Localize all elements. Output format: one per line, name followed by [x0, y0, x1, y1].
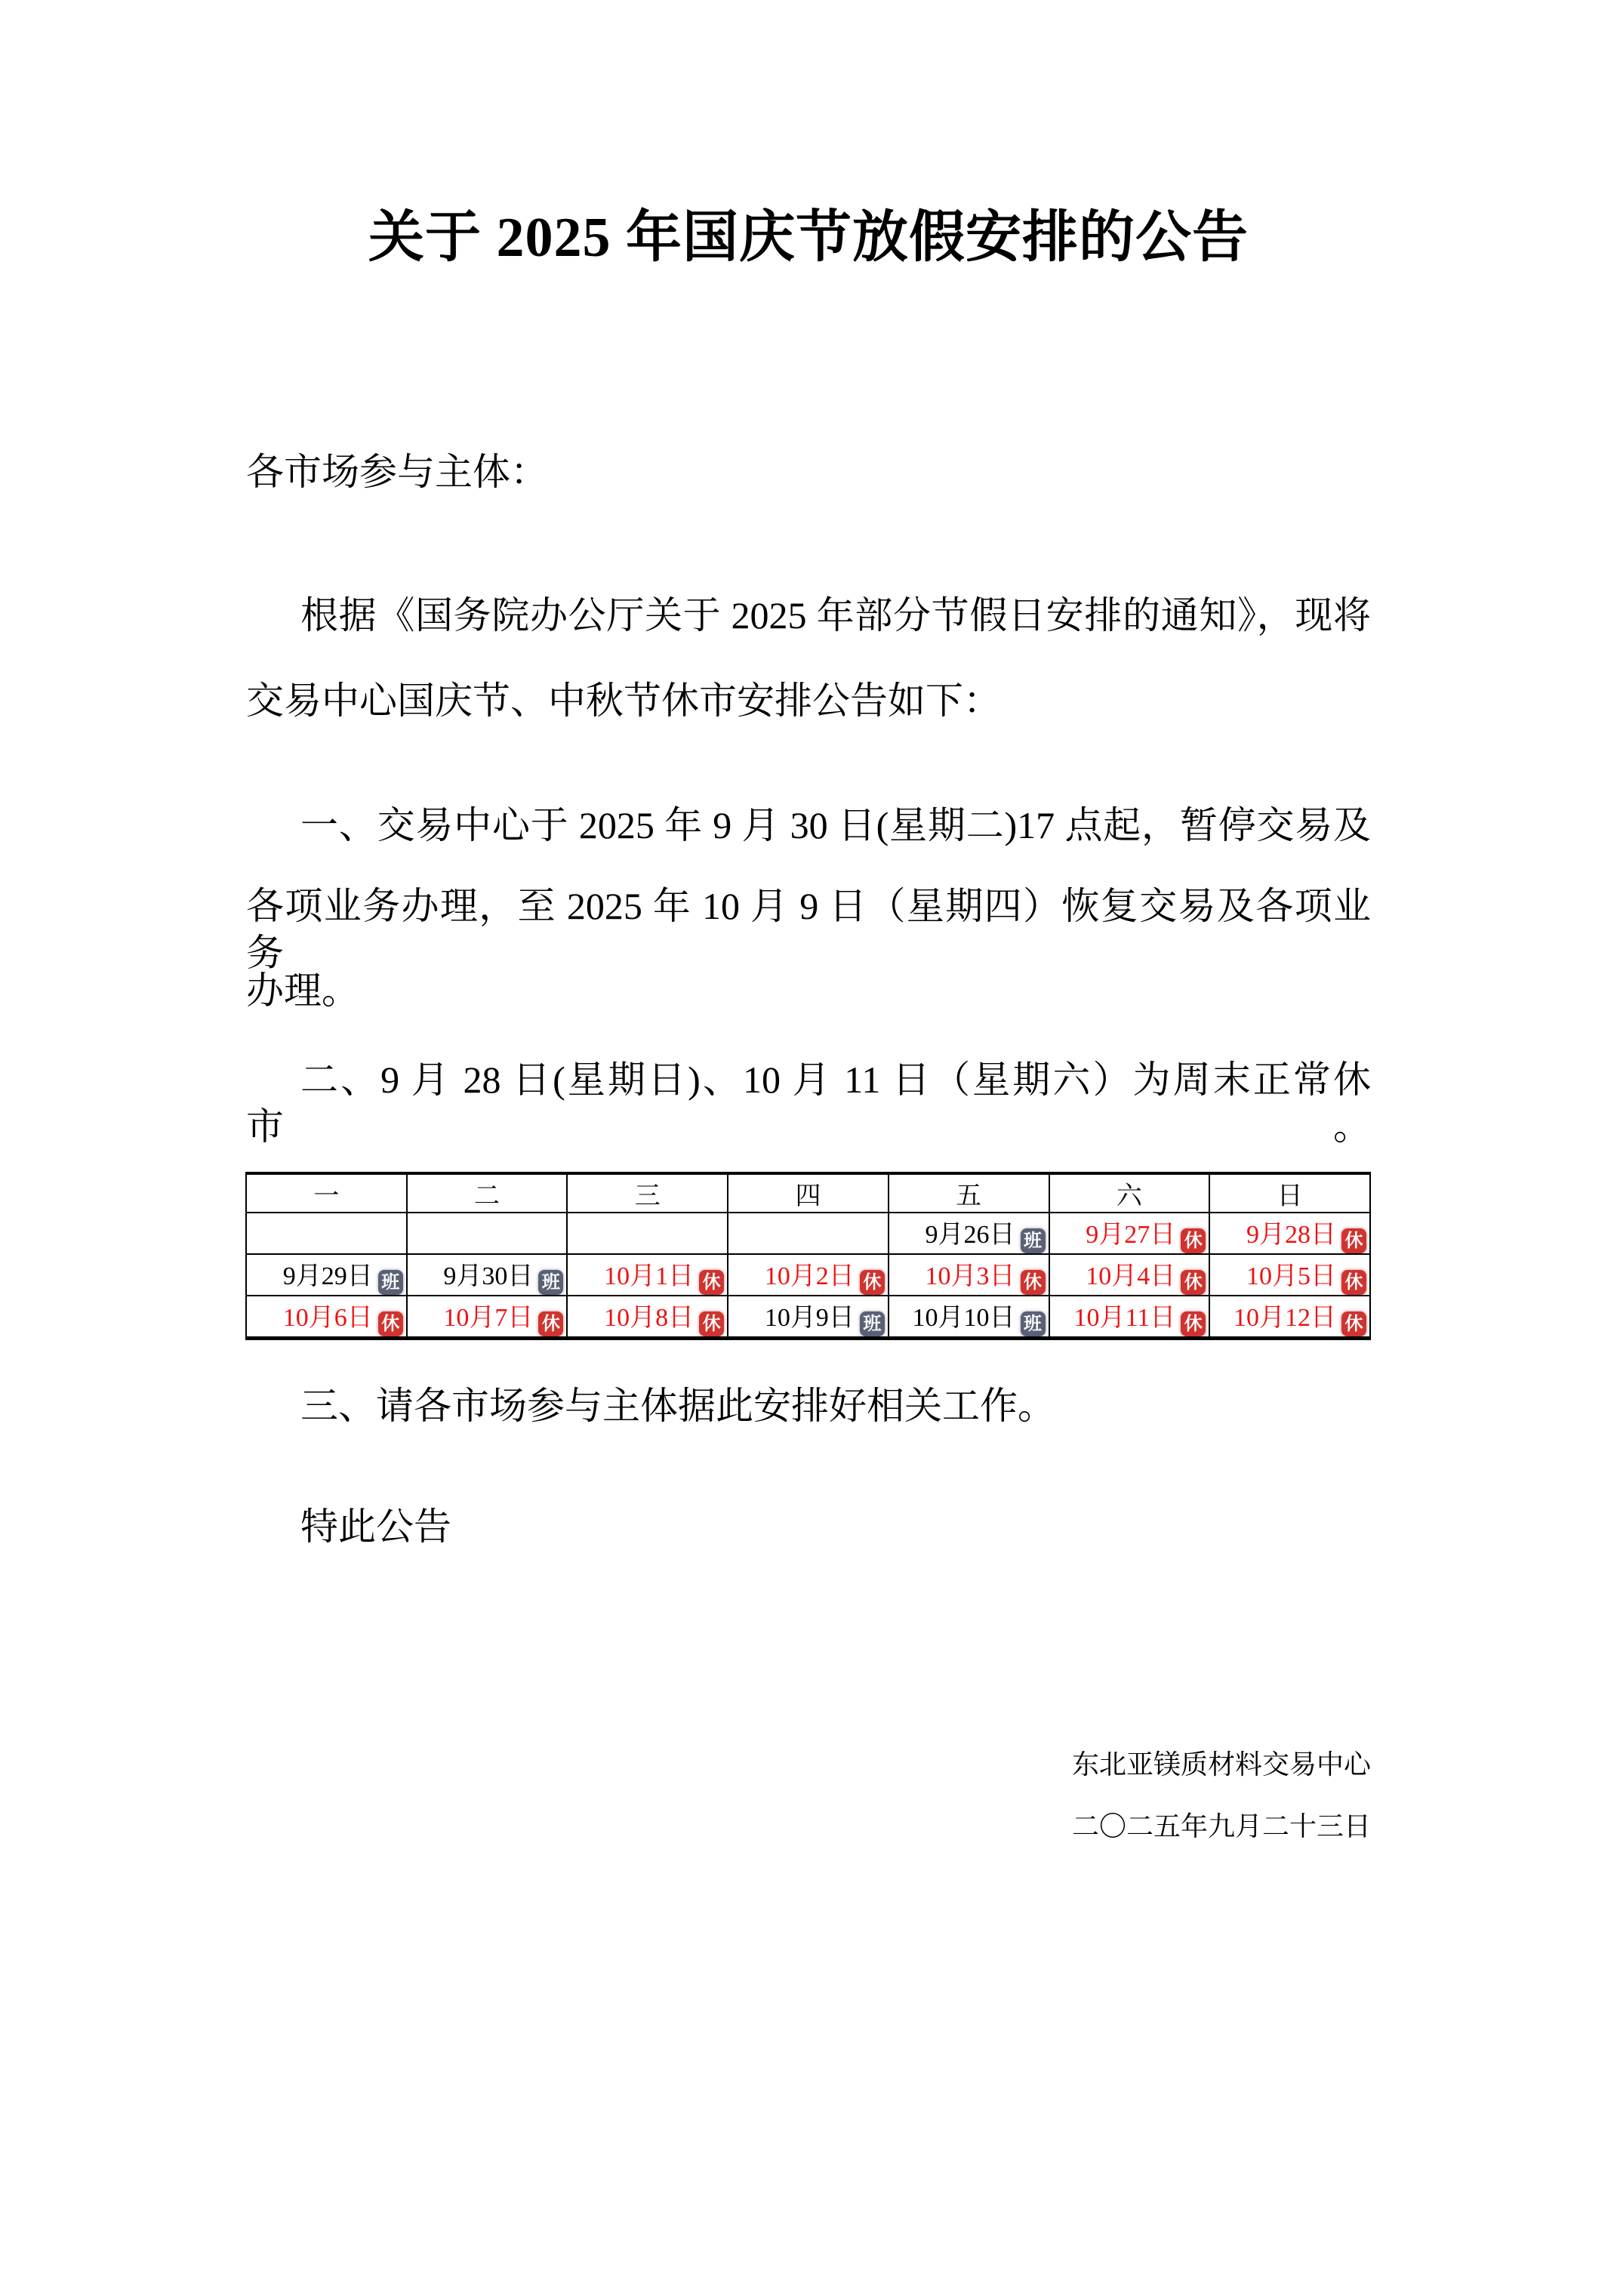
day-status-badge: 休: [860, 1270, 885, 1295]
calendar-header-sat: 六: [1049, 1173, 1210, 1213]
calendar-week-row: [246, 1254, 1370, 1296]
day-status-badge: 休: [1181, 1311, 1206, 1336]
calendar-date: 10月4日: [1086, 1262, 1176, 1290]
calendar-date: 10月6日: [282, 1304, 373, 1332]
calendar-header-row: [246, 1173, 1370, 1213]
calendar-day-cell: [407, 1296, 568, 1339]
signature-organization: 东北亚镁质材料交易中心: [1071, 1749, 1371, 1780]
calendar-date: 9月30日: [443, 1262, 534, 1290]
calendar-day-cell: [1209, 1213, 1370, 1254]
calendar-date: 10月3日: [925, 1262, 1015, 1290]
calendar-date: 10月9日: [764, 1304, 855, 1332]
calendar-date: 10月5日: [1246, 1262, 1336, 1290]
day-status-badge: 休: [1021, 1270, 1046, 1295]
signature-date: 二〇二五年九月二十三日: [1071, 1811, 1371, 1841]
day-status-badge: 休: [1341, 1311, 1366, 1336]
intro-paragraph-line-1: 根据《国务院办公厅关于 2025 年部分节假日安排的通知》，现将: [300, 594, 1371, 636]
calendar-header-thu: 四: [728, 1173, 889, 1213]
closing-line: 特此公告: [300, 1505, 451, 1548]
calendar-day-cell: [728, 1213, 889, 1254]
calendar-day-cell: [1049, 1213, 1210, 1254]
day-status-badge: 休: [1181, 1228, 1206, 1253]
calendar-date: 9月29日: [282, 1262, 373, 1290]
calendar-date: 10月8日: [604, 1304, 695, 1332]
calendar-day-cell: [728, 1254, 889, 1296]
day-status-badge: 休: [1181, 1270, 1206, 1295]
calendar-date: 10月7日: [443, 1304, 534, 1332]
calendar-day-cell: [567, 1296, 728, 1339]
calendar-date: 9月27日: [1086, 1221, 1176, 1249]
item-one-line-3: 办理。: [246, 969, 359, 1012]
calendar-day-cell: [889, 1254, 1049, 1296]
day-status-badge: 班: [860, 1311, 885, 1336]
day-status-badge: 班: [378, 1270, 403, 1295]
calendar-day-cell: [1049, 1296, 1210, 1339]
calendar-day-cell: [889, 1296, 1049, 1339]
day-status-badge: 休: [1341, 1228, 1366, 1253]
day-status-badge: 班: [1021, 1311, 1046, 1336]
calendar-day-cell: [407, 1254, 568, 1296]
day-status-badge: 班: [538, 1270, 563, 1295]
calendar-day-cell: [567, 1213, 728, 1254]
salutation-line: 各市场参与主体：: [246, 451, 548, 493]
calendar-week-row: [246, 1296, 1370, 1339]
calendar-day-cell: [246, 1254, 407, 1296]
item-two-line: 二、9 月 28 日(星期日)、10 月 11 日（星期六）为周末正常休市。: [246, 1059, 1371, 1148]
calendar-day-cell: [567, 1254, 728, 1296]
calendar-header-mon: 一: [246, 1173, 407, 1213]
day-status-badge: 休: [699, 1311, 724, 1336]
item-one-line-1: 一、交易中心于 2025 年 9 月 30 日(星期二)17 点起，暂停交易及: [300, 804, 1371, 846]
calendar-date: 10月2日: [764, 1262, 855, 1290]
day-status-badge: 休: [378, 1311, 403, 1336]
calendar-date: 9月26日: [925, 1221, 1015, 1249]
calendar-day-cell: [728, 1296, 889, 1339]
calendar-header-wed: 三: [567, 1173, 728, 1213]
calendar-day-cell: [889, 1213, 1049, 1254]
announcement-title: 关于 2025 年国庆节放假安排的公告: [368, 207, 1249, 269]
calendar-date: 10月11日: [1073, 1304, 1176, 1332]
holiday-calendar-table: [245, 1172, 1371, 1340]
calendar-date: 10月1日: [604, 1262, 695, 1290]
calendar-date: 9月28日: [1246, 1221, 1336, 1249]
item-one-line-2: 各项业务办理，至 2025 年 10 月 9 日（星期四）恢复交易及各项业务: [246, 885, 1371, 974]
day-status-badge: 班: [1021, 1228, 1046, 1253]
calendar-day-cell: [1049, 1254, 1210, 1296]
calendar-week-row: [246, 1213, 1370, 1254]
calendar-header-tue: 二: [407, 1173, 568, 1213]
calendar-day-cell: [407, 1213, 568, 1254]
item-three-line: 三、请各市场参与主体据此安排好相关工作。: [300, 1385, 1055, 1427]
calendar-header-fri: 五: [889, 1173, 1049, 1213]
calendar-header-sun: 日: [1209, 1173, 1370, 1213]
day-status-badge: 休: [1341, 1270, 1366, 1295]
calendar-day-cell: [1209, 1254, 1370, 1296]
intro-paragraph-line-2: 交易中心国庆节、中秋节休市安排公告如下：: [246, 680, 1001, 722]
calendar-day-cell: [246, 1213, 407, 1254]
calendar-day-cell: [246, 1296, 407, 1339]
calendar-day-cell: [1209, 1296, 1370, 1339]
calendar-date: 10月12日: [1234, 1304, 1336, 1332]
calendar-date: 10月10日: [912, 1304, 1015, 1332]
day-status-badge: 休: [538, 1311, 563, 1336]
day-status-badge: 休: [699, 1270, 724, 1295]
